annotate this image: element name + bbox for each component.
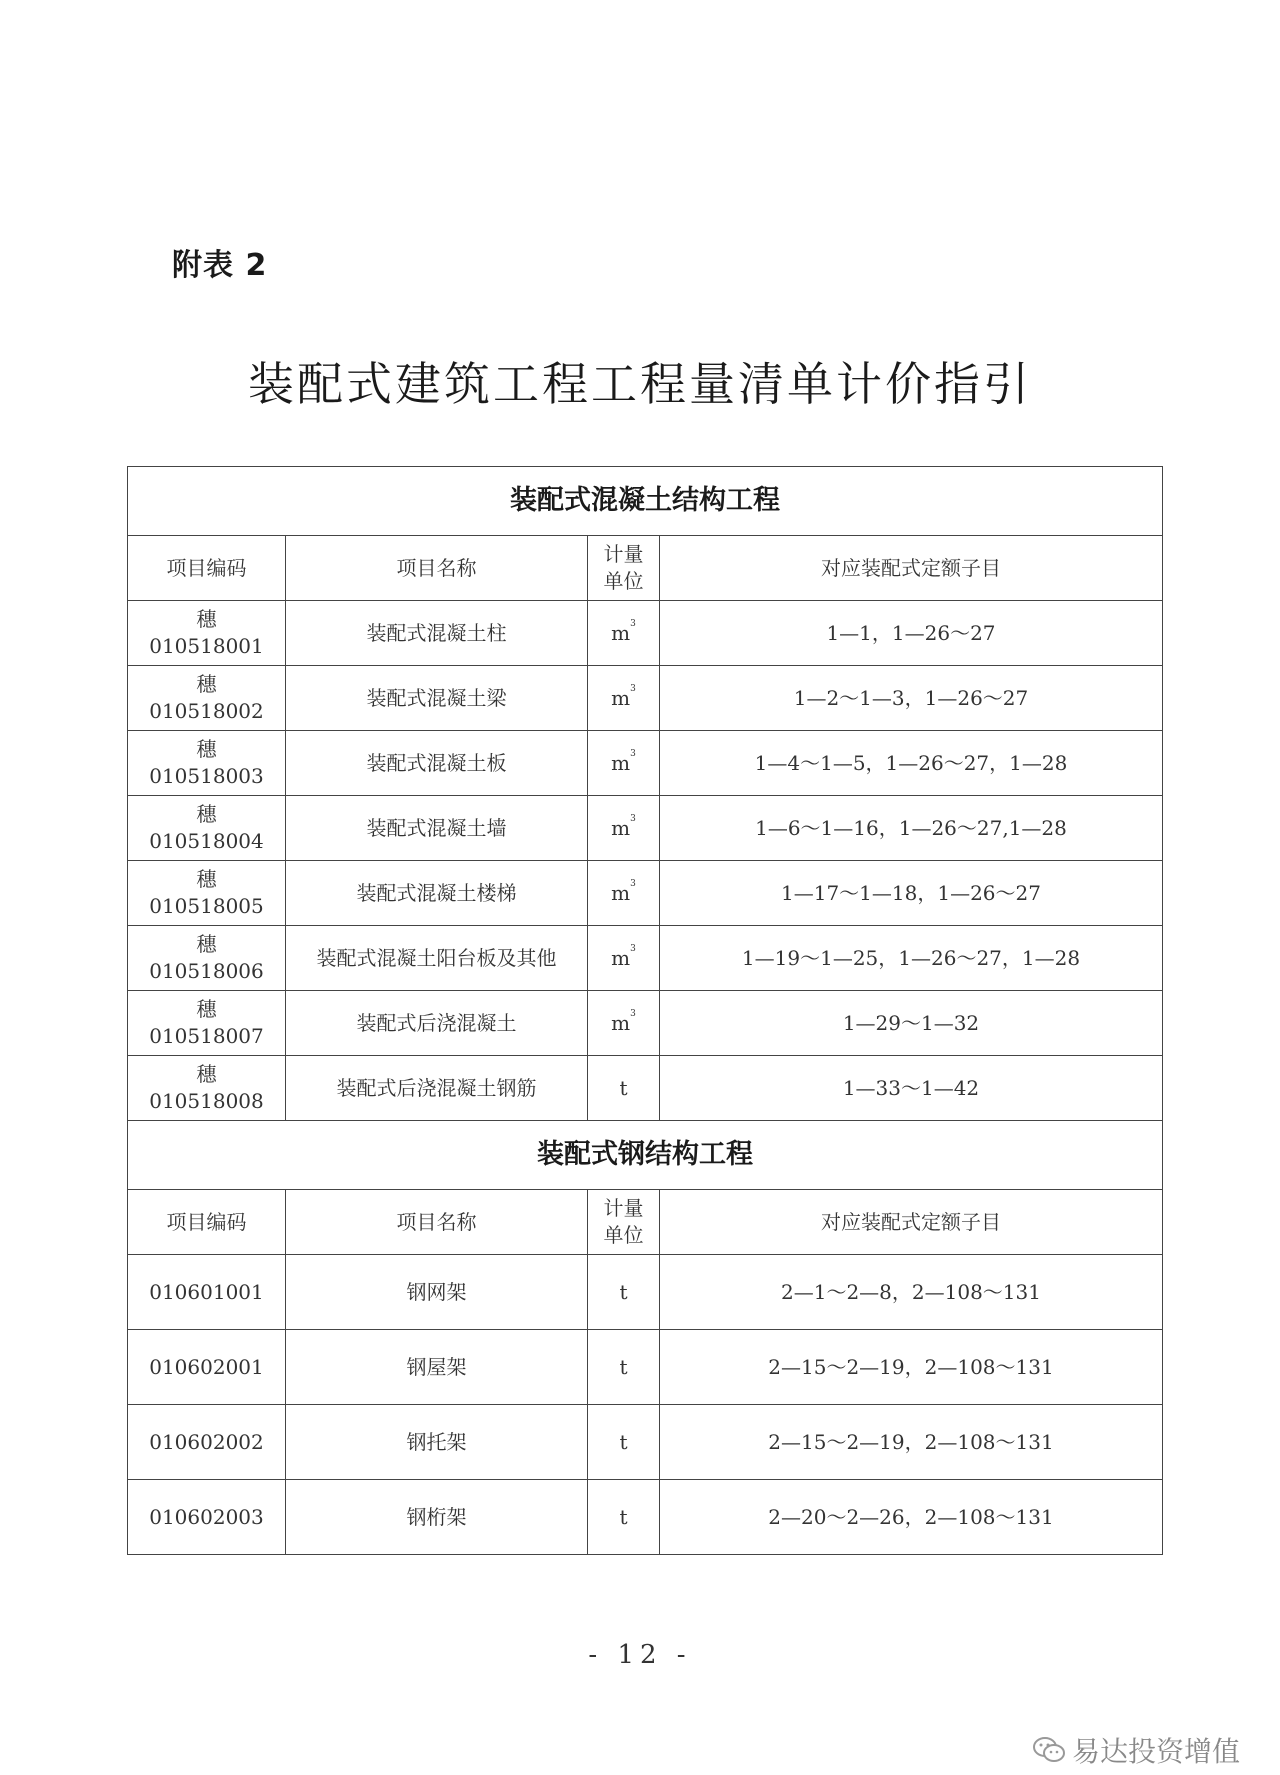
quota-cell: 1—19～1—25，1—26～27，1—28 xyxy=(660,926,1163,991)
code-cell xyxy=(128,1056,286,1121)
name-cell: 装配式混凝土梁 xyxy=(286,666,588,731)
code-cell xyxy=(128,731,286,796)
table-row xyxy=(128,666,1163,731)
quota-cell: 2—1～2—8，2—108～131 xyxy=(660,1255,1163,1330)
unit-cell xyxy=(588,796,660,861)
quota-cell: 1—6～1—16，1—26～27,1—28 xyxy=(660,796,1163,861)
header-unit-line1: 计量 xyxy=(603,542,644,566)
header-unit xyxy=(588,536,660,601)
table-row xyxy=(128,861,1163,926)
header-unit-line2: 单位 xyxy=(603,569,644,593)
watermark-text: 易达投资增值 xyxy=(1071,1735,1240,1768)
table-row xyxy=(128,1330,1163,1405)
unit-cell: t xyxy=(588,1330,660,1405)
code-prefix: 穗 xyxy=(196,997,217,1021)
unit-text: m xyxy=(611,945,631,970)
name-cell: 装配式后浇混凝土钢筋 xyxy=(286,1056,588,1121)
pricing-table xyxy=(127,466,1163,1555)
quota-cell: 1—33～1—42 xyxy=(660,1056,1163,1121)
table-row xyxy=(128,601,1163,666)
code-number: 010518005 xyxy=(149,894,264,918)
quota-cell: 1—2～1—3，1—26～27 xyxy=(660,666,1163,731)
table-row xyxy=(128,796,1163,861)
page-number: - 12 - xyxy=(588,1640,692,1670)
code-number: 010518004 xyxy=(149,829,264,853)
section-title: 装配式钢结构工程 xyxy=(128,1121,1163,1190)
header-quota: 对应装配式定额子目 xyxy=(660,536,1163,601)
unit-sup: 3 xyxy=(630,1008,636,1019)
table-row xyxy=(128,991,1163,1056)
quota-cell: 2—15～2—19，2—108～131 xyxy=(660,1405,1163,1480)
code-cell: 010601001 xyxy=(128,1255,286,1330)
quota-cell: 2—15～2—19，2—108～131 xyxy=(660,1330,1163,1405)
name-cell: 钢托架 xyxy=(286,1405,588,1480)
name-cell: 装配式混凝土阳台板及其他 xyxy=(286,926,588,991)
column-header-row xyxy=(128,536,1163,601)
code-prefix: 穗 xyxy=(196,867,217,891)
unit-text: m xyxy=(611,750,631,775)
header-quota: 对应装配式定额子目 xyxy=(660,1190,1163,1255)
quota-cell: 1—17～1—18，1—26～27 xyxy=(660,861,1163,926)
unit-sup: 3 xyxy=(630,683,636,694)
unit-cell xyxy=(588,1056,660,1121)
code-cell xyxy=(128,796,286,861)
code-prefix: 穗 xyxy=(196,737,217,761)
name-cell: 装配式混凝土楼梯 xyxy=(286,861,588,926)
header-unit-line2: 单位 xyxy=(603,1223,644,1247)
unit-cell xyxy=(588,861,660,926)
table-row xyxy=(128,1056,1163,1121)
unit-cell xyxy=(588,926,660,991)
unit-text: m xyxy=(611,620,631,645)
code-cell: 010602001 xyxy=(128,1330,286,1405)
unit-cell: t xyxy=(588,1405,660,1480)
watermark xyxy=(1032,1730,1240,1770)
code-prefix: 穗 xyxy=(196,802,217,826)
wechat-icon xyxy=(1032,1735,1066,1765)
column-header-row xyxy=(128,1190,1163,1255)
header-unit-line1: 计量 xyxy=(603,1196,644,1220)
unit-cell xyxy=(588,666,660,731)
name-cell: 装配式混凝土柱 xyxy=(286,601,588,666)
unit-text: m xyxy=(611,1010,631,1035)
table-row xyxy=(128,1480,1163,1555)
code-number: 010518003 xyxy=(149,764,264,788)
code-cell xyxy=(128,666,286,731)
code-number: 010518001 xyxy=(149,634,264,658)
unit-text: m xyxy=(611,880,631,905)
code-prefix: 穗 xyxy=(196,1062,217,1086)
code-cell xyxy=(128,601,286,666)
unit-cell xyxy=(588,601,660,666)
code-number: 010518007 xyxy=(149,1024,264,1048)
unit-text: m xyxy=(611,815,631,840)
header-code: 项目编码 xyxy=(128,1190,286,1255)
name-cell: 钢桁架 xyxy=(286,1480,588,1555)
unit-sup: 3 xyxy=(630,878,636,889)
code-prefix: 穗 xyxy=(196,672,217,696)
unit-text: m xyxy=(611,685,631,710)
quota-cell: 1—4～1—5，1—26～27，1—28 xyxy=(660,731,1163,796)
code-cell: 010602002 xyxy=(128,1405,286,1480)
code-prefix: 穗 xyxy=(196,607,217,631)
name-cell: 装配式混凝土板 xyxy=(286,731,588,796)
table-row xyxy=(128,731,1163,796)
table-row xyxy=(128,926,1163,991)
document-title: 装配式建筑工程工程量清单计价指引 xyxy=(248,357,1032,411)
appendix-label: 附表 2 xyxy=(172,248,268,283)
header-name: 项目名称 xyxy=(286,536,588,601)
unit-sup: 3 xyxy=(630,943,636,954)
name-cell: 装配式混凝土墙 xyxy=(286,796,588,861)
header-unit xyxy=(588,1190,660,1255)
code-cell: 010602003 xyxy=(128,1480,286,1555)
section-header-row xyxy=(128,1121,1163,1190)
unit-cell xyxy=(588,731,660,796)
name-cell: 装配式后浇混凝土 xyxy=(286,991,588,1056)
name-cell: 钢网架 xyxy=(286,1255,588,1330)
unit-sup: 3 xyxy=(630,813,636,824)
unit-cell: t xyxy=(588,1255,660,1330)
header-name: 项目名称 xyxy=(286,1190,588,1255)
unit-cell xyxy=(588,991,660,1056)
code-number: 010518008 xyxy=(149,1089,264,1113)
code-prefix: 穗 xyxy=(196,932,217,956)
section-title: 装配式混凝土结构工程 xyxy=(128,467,1163,536)
unit-text: t xyxy=(619,1075,628,1100)
table-row xyxy=(128,1255,1163,1330)
quota-cell: 1—29～1—32 xyxy=(660,991,1163,1056)
code-number: 010518006 xyxy=(149,959,264,983)
header-code: 项目编码 xyxy=(128,536,286,601)
code-number: 010518002 xyxy=(149,699,264,723)
name-cell: 钢屋架 xyxy=(286,1330,588,1405)
code-cell xyxy=(128,926,286,991)
section-header-row xyxy=(128,467,1163,536)
unit-sup: 3 xyxy=(630,618,636,629)
unit-cell: t xyxy=(588,1480,660,1555)
quota-cell: 2—20～2—26，2—108～131 xyxy=(660,1480,1163,1555)
code-cell xyxy=(128,861,286,926)
table-row xyxy=(128,1405,1163,1480)
quota-cell: 1—1，1—26～27 xyxy=(660,601,1163,666)
unit-sup: 3 xyxy=(630,748,636,759)
code-cell xyxy=(128,991,286,1056)
